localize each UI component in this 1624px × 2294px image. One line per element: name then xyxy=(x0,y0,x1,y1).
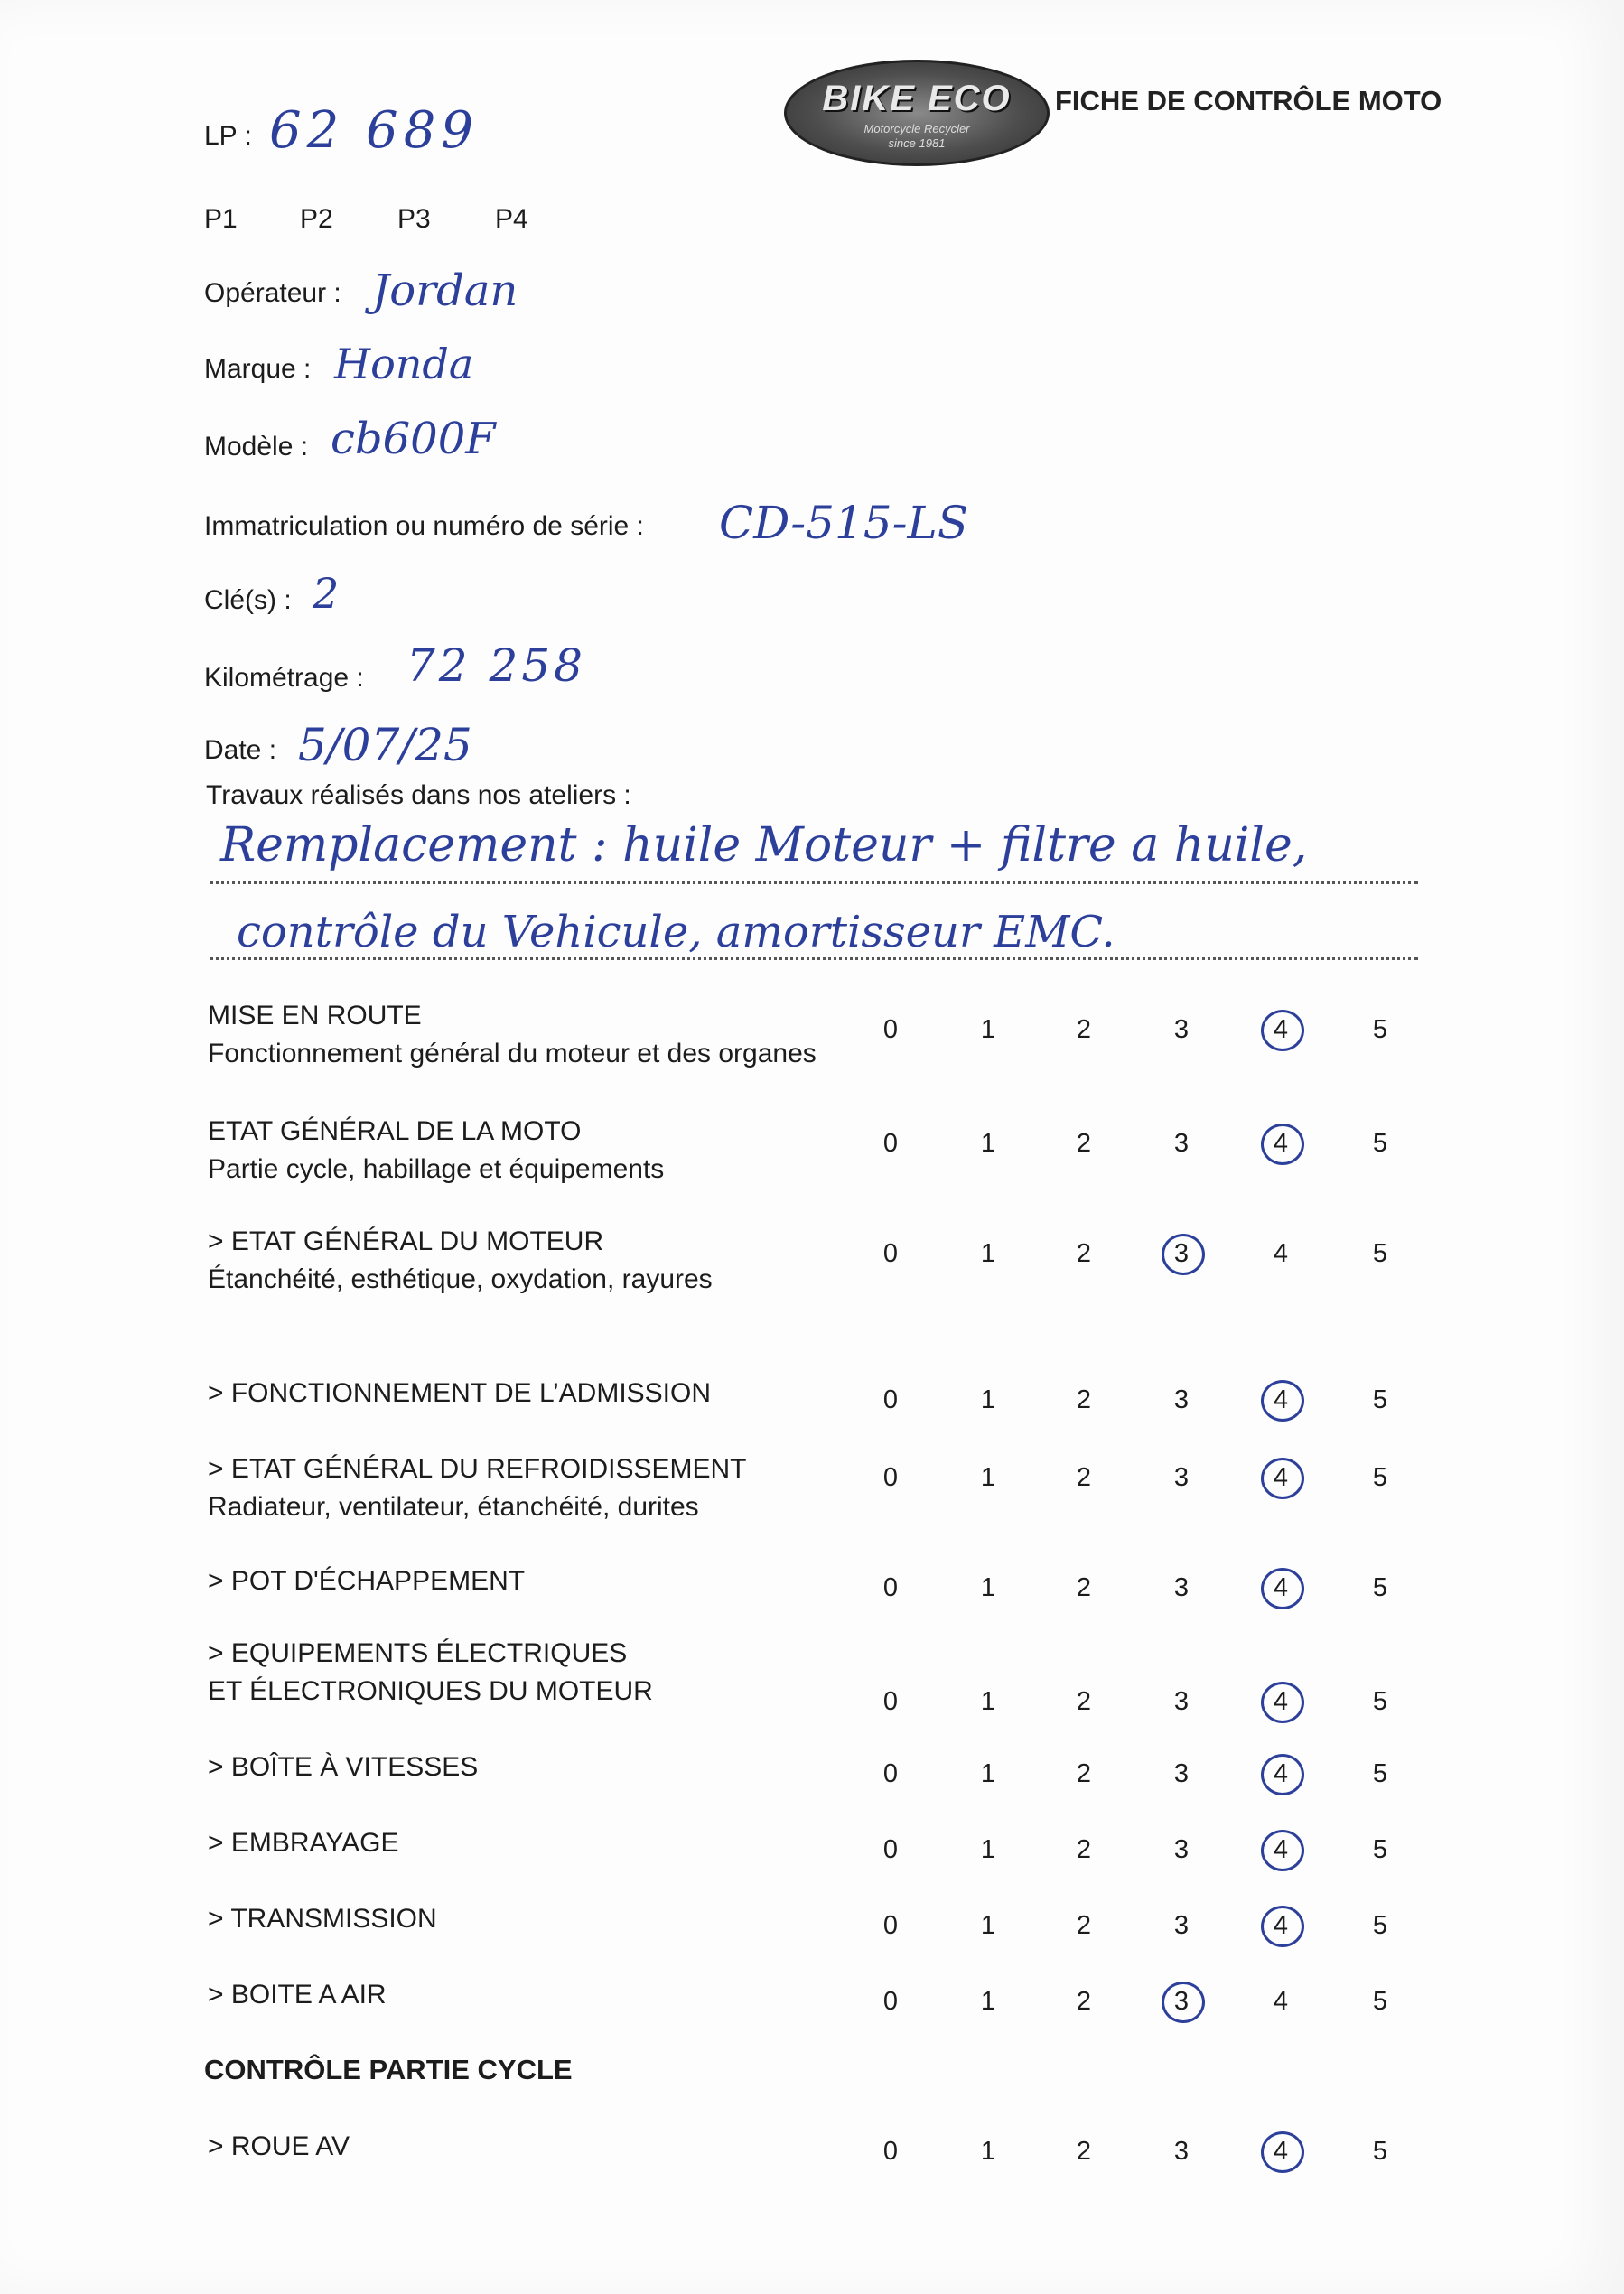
score-option-0[interactable]: 0 xyxy=(882,1129,899,1158)
score-option-0[interactable]: 0 xyxy=(882,1385,899,1414)
position-p3: P3 xyxy=(397,204,431,234)
score-option-4[interactable]: 4 xyxy=(1273,1835,1289,1864)
selected-score-circle xyxy=(1261,1124,1304,1165)
score-option-1[interactable]: 1 xyxy=(980,1573,996,1602)
score-option-0[interactable]: 0 xyxy=(882,1759,899,1788)
score-option-2[interactable]: 2 xyxy=(1076,1835,1092,1864)
brand-value: Honda xyxy=(334,340,474,388)
score-option-4[interactable]: 4 xyxy=(1273,1385,1289,1414)
score-option-3[interactable]: 3 xyxy=(1173,1835,1190,1864)
date-label: Date : xyxy=(204,735,277,765)
score-option-3[interactable]: 3 xyxy=(1173,1463,1190,1492)
criterion-title: > POT D'ÉCHAPPEMENT xyxy=(208,1566,526,1596)
score-option-0[interactable]: 0 xyxy=(882,1835,899,1864)
selected-score-circle xyxy=(1261,1568,1304,1609)
logo-tagline: Motorcycle Recycler xyxy=(863,122,970,135)
score-option-1[interactable]: 1 xyxy=(980,1759,996,1788)
score-option-1[interactable]: 1 xyxy=(980,2137,996,2166)
works-dotted-line-2 xyxy=(210,957,1418,960)
mileage-label: Kilométrage : xyxy=(204,663,364,693)
criterion-title: > FONCTIONNEMENT DE L’ADMISSION xyxy=(208,1378,712,1408)
score-option-2[interactable]: 2 xyxy=(1076,1573,1092,1602)
score-option-2[interactable]: 2 xyxy=(1076,1911,1092,1940)
criterion-title: > TRANSMISSION xyxy=(208,1904,437,1934)
score-option-2[interactable]: 2 xyxy=(1076,1759,1092,1788)
score-option-3[interactable]: 3 xyxy=(1173,1987,1190,2016)
score-option-4[interactable]: 4 xyxy=(1273,1759,1289,1788)
lp-value: 62 689 xyxy=(269,101,479,160)
score-option-0[interactable]: 0 xyxy=(882,2137,899,2166)
logo-brand: BIKE ECO xyxy=(822,79,1012,118)
score-option-4[interactable]: 4 xyxy=(1273,1463,1289,1492)
score-option-3[interactable]: 3 xyxy=(1173,1573,1190,1602)
score-option-5[interactable]: 5 xyxy=(1372,1129,1388,1158)
score-option-5[interactable]: 5 xyxy=(1372,2137,1388,2166)
brand-label: Marque : xyxy=(204,354,312,384)
score-option-3[interactable]: 3 xyxy=(1173,1759,1190,1788)
form-title: FICHE DE CONTRÔLE MOTO xyxy=(1055,85,1442,117)
score-option-0[interactable]: 0 xyxy=(882,1239,899,1268)
score-option-5[interactable]: 5 xyxy=(1372,1385,1388,1414)
mileage-value: 72 258 xyxy=(406,639,586,692)
criterion-subtitle: Radiateur, ventilateur, étanchéité, durites xyxy=(208,1492,699,1522)
operator-label: Opérateur : xyxy=(204,278,341,308)
keys-label: Clé(s) : xyxy=(204,585,292,615)
date-value: 5/07/25 xyxy=(298,719,472,771)
score-option-4[interactable]: 4 xyxy=(1273,1687,1289,1716)
score-option-4[interactable]: 4 xyxy=(1273,1987,1289,2016)
score-option-2[interactable]: 2 xyxy=(1076,1385,1092,1414)
score-option-3[interactable]: 3 xyxy=(1173,1911,1190,1940)
criterion-subtitle: Étanchéité, esthétique, oxydation, rayures xyxy=(208,1264,713,1294)
selected-score-circle xyxy=(1261,1682,1304,1723)
score-option-2[interactable]: 2 xyxy=(1076,1987,1092,2016)
score-option-3[interactable]: 3 xyxy=(1173,2137,1190,2166)
score-option-0[interactable]: 0 xyxy=(882,1015,899,1044)
selected-score-circle xyxy=(1162,1982,1205,2023)
score-option-5[interactable]: 5 xyxy=(1372,1911,1388,1940)
score-option-4[interactable]: 4 xyxy=(1273,1129,1289,1158)
works-dotted-line-1 xyxy=(210,881,1418,884)
criterion-title: > ETAT GÉNÉRAL DU REFROIDISSEMENT xyxy=(208,1454,747,1484)
selected-score-circle xyxy=(1261,1458,1304,1499)
score-option-1[interactable]: 1 xyxy=(980,1911,996,1940)
score-option-4[interactable]: 4 xyxy=(1273,1573,1289,1602)
works-line-1: Remplacement : huile Moteur + filtre a huile, xyxy=(220,818,1308,872)
criterion-title: > ETAT GÉNÉRAL DU MOTEUR xyxy=(208,1226,604,1256)
selected-score-circle xyxy=(1261,1010,1304,1051)
criterion-subtitle: ET ÉLECTRONIQUES DU MOTEUR xyxy=(208,1676,653,1706)
selected-score-circle xyxy=(1261,1906,1304,1947)
lp-label: LP : xyxy=(204,121,252,151)
score-option-0[interactable]: 0 xyxy=(882,1987,899,2016)
score-option-5[interactable]: 5 xyxy=(1372,1239,1388,1268)
score-option-5[interactable]: 5 xyxy=(1372,1573,1388,1602)
registration-value: CD-515-LS xyxy=(719,497,968,549)
criterion-title: MISE EN ROUTE xyxy=(208,1001,422,1030)
score-option-0[interactable]: 0 xyxy=(882,1463,899,1492)
score-option-1[interactable]: 1 xyxy=(980,1239,996,1268)
score-option-3[interactable]: 3 xyxy=(1173,1687,1190,1716)
score-option-2[interactable]: 2 xyxy=(1076,1687,1092,1716)
position-p4: P4 xyxy=(495,204,528,234)
score-option-3[interactable]: 3 xyxy=(1173,1129,1190,1158)
selected-score-circle xyxy=(1162,1234,1205,1275)
score-option-1[interactable]: 1 xyxy=(980,1015,996,1044)
registration-label: Immatriculation ou numéro de série : xyxy=(204,511,644,541)
score-option-1[interactable]: 1 xyxy=(980,1463,996,1492)
criterion-subtitle: Partie cycle, habillage et équipements xyxy=(208,1154,665,1184)
bike-eco-logo xyxy=(784,60,1050,166)
score-option-3[interactable]: 3 xyxy=(1173,1385,1190,1414)
criterion-title: > EQUIPEMENTS ÉLECTRIQUES xyxy=(208,1638,628,1668)
score-option-3[interactable]: 3 xyxy=(1173,1015,1190,1044)
selected-score-circle xyxy=(1261,2131,1304,2173)
score-option-2[interactable]: 2 xyxy=(1076,2137,1092,2166)
criterion-title: > BOÎTE À VITESSES xyxy=(208,1752,479,1782)
score-option-2[interactable]: 2 xyxy=(1076,1015,1092,1044)
score-option-1[interactable]: 1 xyxy=(980,1987,996,2016)
score-option-5[interactable]: 5 xyxy=(1372,1015,1388,1044)
score-option-2[interactable]: 2 xyxy=(1076,1129,1092,1158)
score-option-1[interactable]: 1 xyxy=(980,1385,996,1414)
model-label: Modèle : xyxy=(204,432,309,462)
score-option-5[interactable]: 5 xyxy=(1372,1759,1388,1788)
score-option-0[interactable]: 0 xyxy=(882,1687,899,1716)
cycle-section-title: CONTRÔLE PARTIE CYCLE xyxy=(204,2054,573,2085)
operator-value: Jordan xyxy=(372,266,518,316)
selected-score-circle xyxy=(1261,1754,1304,1795)
score-option-1[interactable]: 1 xyxy=(980,1835,996,1864)
score-option-5[interactable]: 5 xyxy=(1372,1835,1388,1864)
score-option-5[interactable]: 5 xyxy=(1372,1987,1388,2016)
score-option-0[interactable]: 0 xyxy=(882,1911,899,1940)
score-option-4[interactable]: 4 xyxy=(1273,1239,1289,1268)
selected-score-circle xyxy=(1261,1830,1304,1871)
model-value: cb600F xyxy=(331,414,496,464)
score-option-5[interactable]: 5 xyxy=(1372,1463,1388,1492)
score-option-3[interactable]: 3 xyxy=(1173,1239,1190,1268)
score-option-4[interactable]: 4 xyxy=(1273,2137,1289,2166)
position-p2: P2 xyxy=(300,204,333,234)
score-option-2[interactable]: 2 xyxy=(1076,1239,1092,1268)
position-p1: P1 xyxy=(204,204,238,234)
works-label: Travaux réalisés dans nos ateliers : xyxy=(206,780,631,810)
score-option-5[interactable]: 5 xyxy=(1372,1687,1388,1716)
score-option-4[interactable]: 4 xyxy=(1273,1015,1289,1044)
score-option-1[interactable]: 1 xyxy=(980,1129,996,1158)
score-option-4[interactable]: 4 xyxy=(1273,1911,1289,1940)
criterion-title: ETAT GÉNÉRAL DE LA MOTO xyxy=(208,1116,582,1146)
selected-score-circle xyxy=(1261,1380,1304,1422)
works-line-2: contrôle du Vehicule, amortisseur EMC. xyxy=(237,907,1115,957)
score-option-0[interactable]: 0 xyxy=(882,1573,899,1602)
score-option-1[interactable]: 1 xyxy=(980,1687,996,1716)
criterion-subtitle: Fonctionnement général du moteur et des organes xyxy=(208,1039,817,1068)
score-option-2[interactable]: 2 xyxy=(1076,1463,1092,1492)
keys-value: 2 xyxy=(313,569,340,618)
criterion-title: > EMBRAYAGE xyxy=(208,1828,399,1858)
criterion-title: > ROUE AV xyxy=(208,2131,350,2161)
criterion-title: > BOITE A AIR xyxy=(208,1980,387,2010)
logo-since: since 1981 xyxy=(888,136,946,150)
